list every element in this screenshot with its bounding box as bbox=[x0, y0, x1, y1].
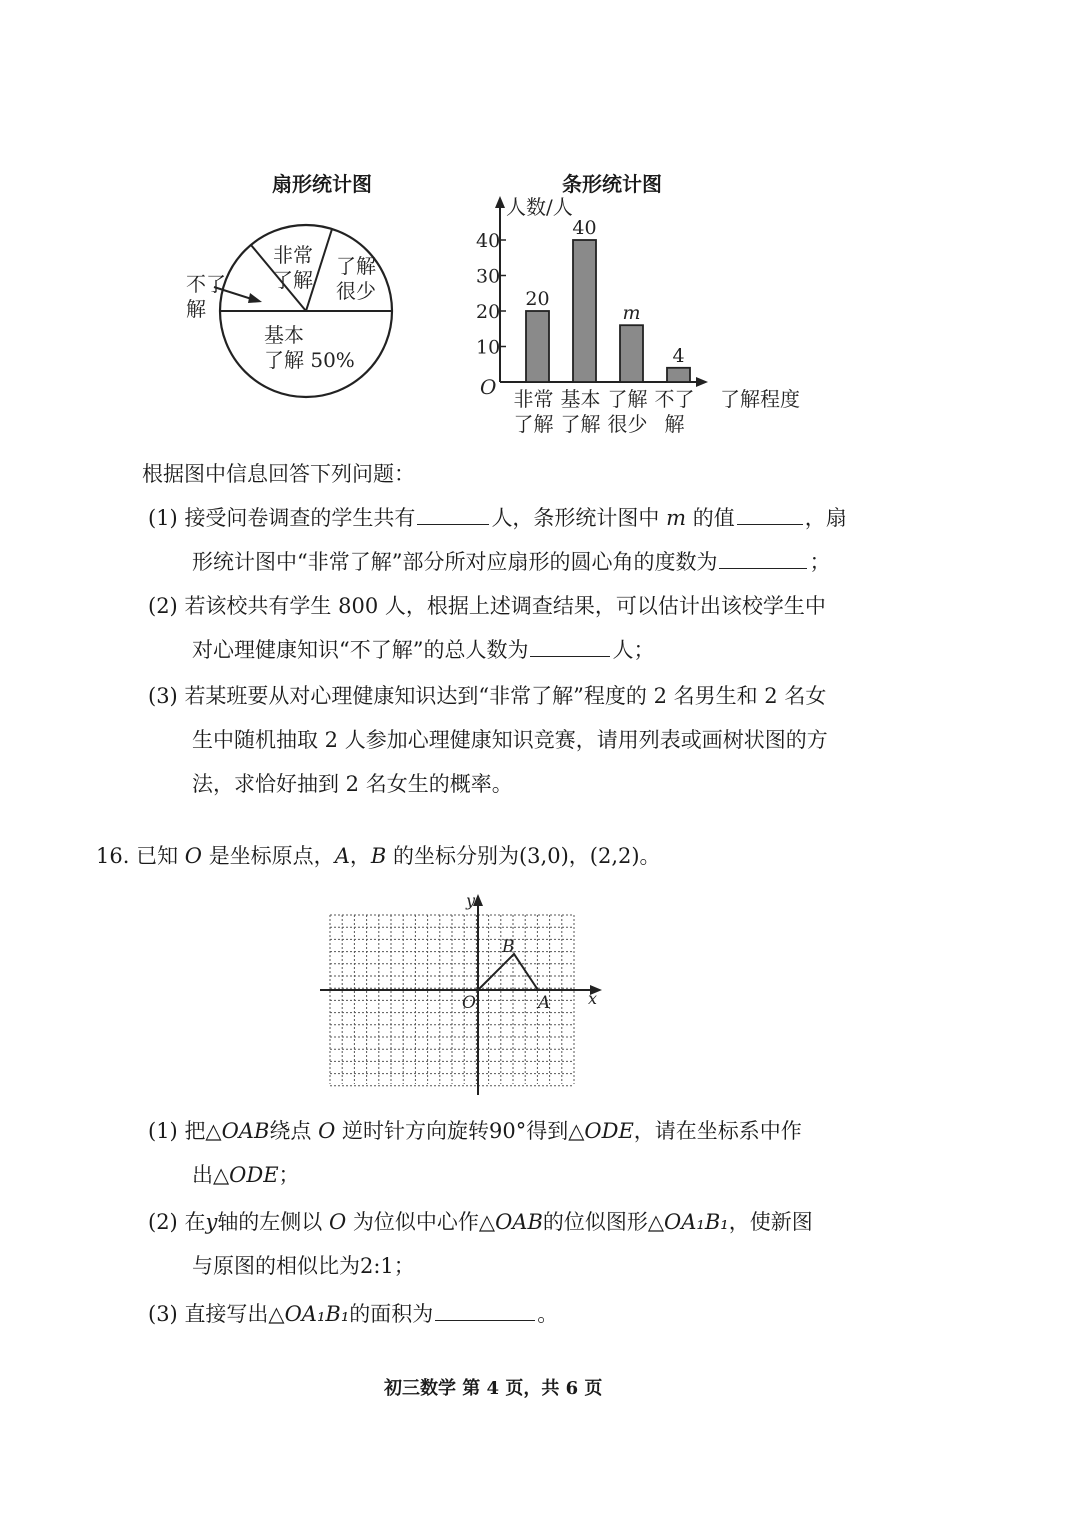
bar-value-label-1: 40 bbox=[572, 217, 597, 239]
pie-label-very-2: 了解 bbox=[273, 268, 313, 292]
q15-p2-text-b: 对心理健康知识“不了解”的总人数为 bbox=[192, 638, 529, 662]
answer-blank-area[interactable] bbox=[435, 1298, 535, 1321]
x-category-label-3-0: 不了 bbox=[654, 387, 695, 411]
triangle-OAB bbox=[478, 954, 538, 990]
bar-2 bbox=[620, 325, 643, 382]
q16-A: A bbox=[334, 844, 350, 868]
y-tick-label-10: 10 bbox=[476, 336, 501, 359]
grid-x-label: x bbox=[588, 989, 598, 1008]
grid-B-label: B bbox=[502, 937, 515, 957]
q15-p1-text-d: ，扇 bbox=[804, 506, 847, 530]
bar-chart-title: 条形统计图 bbox=[562, 172, 662, 196]
q15-p1-text-a: 接受问卷调查的学生共有 bbox=[184, 506, 416, 530]
q15-p3-line2: 生中随机抽取 2 人参加心理健康知识竞赛，请用列表或画树状图的方 bbox=[192, 728, 828, 752]
q16-p3-c: 的面积为 bbox=[349, 1302, 434, 1326]
q15-p1-text-b: 人，条形统计图中 bbox=[491, 506, 660, 530]
x-category-label-1-1: 了解 bbox=[560, 412, 601, 436]
pie-label-little-1: 了解 bbox=[336, 254, 376, 278]
q15-intro: 根据图中信息回答下列问题： bbox=[142, 462, 415, 486]
q15-p1-num: (1) bbox=[148, 506, 178, 530]
x-category-label-2-0: 了解 bbox=[607, 387, 648, 411]
q16-p3-b: OA₁B₁ bbox=[284, 1302, 350, 1326]
q16-p2-O: O bbox=[329, 1210, 347, 1234]
q15-p1-text-f: ； bbox=[809, 550, 831, 574]
q15-p1-m: m bbox=[666, 506, 687, 530]
bar-3 bbox=[667, 368, 690, 382]
answer-blank-total[interactable] bbox=[417, 502, 489, 525]
bar-value-label-0: 20 bbox=[525, 288, 550, 310]
q16-p1-d: O bbox=[318, 1119, 336, 1143]
pie-label-none-1: 不了 bbox=[186, 272, 226, 296]
x-category-label-0-0: 非常 bbox=[513, 387, 554, 411]
q16-text-b: 是坐标原点， bbox=[208, 844, 335, 868]
q16-p1-c: 绕点 bbox=[269, 1119, 312, 1143]
q16-p2-y: y bbox=[205, 1210, 218, 1234]
q16-p2-b: 轴的左侧以 bbox=[217, 1210, 323, 1234]
q16-O: O bbox=[184, 844, 202, 868]
x-category-label-0-1: 了解 bbox=[513, 412, 554, 436]
q16-p2-line2: 与原图的相似比为2:1； bbox=[192, 1254, 415, 1278]
q16-p1-line2 bbox=[192, 1159, 300, 1189]
q16-p2-d: OAB bbox=[495, 1210, 543, 1234]
x-axis-arrow bbox=[696, 377, 708, 387]
y-tick-label-40: 40 bbox=[476, 230, 501, 252]
q15-p3-line3: 法，求恰好抽到 2 名女生的概率。 bbox=[192, 772, 513, 796]
q16-p2-g: ，使新图 bbox=[728, 1210, 813, 1234]
pie-label-very-1: 非常 bbox=[273, 243, 313, 267]
q16-p1-e: 逆时针方向旋转90°得到△ bbox=[342, 1119, 585, 1143]
answer-blank-m[interactable] bbox=[737, 502, 803, 525]
bar-0 bbox=[526, 311, 549, 382]
q16-p1-line1 bbox=[148, 1115, 802, 1145]
q16-p2-num: (2) bbox=[148, 1210, 178, 1234]
x-axis-label: 了解程度 bbox=[720, 387, 800, 411]
origin-label: O bbox=[480, 375, 497, 399]
q15-p2-num: (2) bbox=[148, 594, 178, 618]
pie-label-basic-2: 了解 50% bbox=[264, 348, 355, 372]
pie-chart-title: 扇形统计图 bbox=[272, 172, 372, 196]
x-category-label-2-1: 很少 bbox=[607, 412, 648, 436]
q15-p2-text-a: 若该校共有学生 800 人，根据上述调查结果，可以估计出该校学生中 bbox=[184, 594, 826, 618]
q15-p1-line1 bbox=[148, 502, 847, 532]
q16-p3-d: 。 bbox=[537, 1302, 559, 1326]
q16-p1-b: OAB bbox=[221, 1119, 270, 1143]
answer-blank-angle[interactable] bbox=[719, 546, 807, 569]
q15-p1-line2 bbox=[192, 546, 830, 576]
q16-p1-num: (1) bbox=[148, 1119, 178, 1143]
q15-p2-text-c: 人； bbox=[612, 638, 655, 662]
q15-p1-text-e: 形统计图中“非常了解”部分所对应扇形的圆心角的度数为 bbox=[192, 550, 718, 574]
y-axis-label: 人数/人 bbox=[506, 195, 573, 219]
bar-value-label-2: m bbox=[622, 302, 641, 325]
grid-O-label: O bbox=[462, 993, 476, 1013]
q16-p2-f: OA₁B₁ bbox=[664, 1210, 729, 1234]
pie-label-little-2: 很少 bbox=[336, 279, 376, 303]
q16-p1-j: ； bbox=[278, 1163, 300, 1187]
q16-p2-line1 bbox=[148, 1206, 813, 1236]
x-category-label-3-1: 解 bbox=[664, 412, 685, 436]
bar-1 bbox=[573, 240, 596, 382]
q16-p1-f: ODE bbox=[584, 1119, 634, 1143]
y-axis-arrow bbox=[495, 196, 505, 208]
q16-p3-num: (3) bbox=[148, 1302, 178, 1326]
q15-p1-text-c: 的值 bbox=[692, 506, 735, 530]
q16-p1-h: 出△ bbox=[192, 1163, 230, 1187]
bar-value-label-3: 4 bbox=[672, 344, 685, 367]
q16-B: B bbox=[370, 844, 387, 868]
q16-p3-line1 bbox=[148, 1298, 558, 1328]
pie-chart bbox=[180, 205, 420, 415]
q15-p3-line1 bbox=[148, 680, 826, 710]
q16-p2-a: 在 bbox=[184, 1210, 206, 1234]
y-tick-label-30: 30 bbox=[476, 265, 501, 288]
pie-label-none-2: 解 bbox=[186, 297, 206, 321]
q15-p3-num: (3) bbox=[148, 684, 178, 708]
q16-comma: ， bbox=[349, 844, 371, 868]
grid-y-label: y bbox=[466, 891, 476, 910]
q16-p1-a: 把△ bbox=[184, 1119, 222, 1143]
pie-label-basic-1: 基本 bbox=[264, 323, 304, 347]
q15-p2-line1 bbox=[148, 590, 826, 620]
q16-text-a: 已知 bbox=[136, 844, 179, 868]
y-tick-label-20: 20 bbox=[476, 301, 501, 323]
q16-p1-i: ODE bbox=[229, 1163, 279, 1187]
q16-p3-a: 直接写出△ bbox=[184, 1302, 285, 1326]
x-category-label-1-0: 基本 bbox=[560, 387, 601, 411]
q16-p1-g: ，请在坐标系中作 bbox=[633, 1119, 802, 1143]
bar-chart bbox=[470, 190, 820, 440]
q16-p2-e: 的位似图形△ bbox=[542, 1210, 665, 1234]
q16-text-c: 的坐标分别为(3,0)，(2,2)。 bbox=[392, 844, 661, 868]
q16-stem bbox=[96, 840, 661, 870]
answer-blank-none-count[interactable] bbox=[530, 634, 610, 657]
q15-p2-line2 bbox=[192, 634, 654, 664]
coordinate-grid[interactable] bbox=[318, 890, 608, 1100]
q15-p3-text-a: 若某班要从对心理健康知识达到“非常了解”程度的 2 名男生和 2 名女 bbox=[184, 684, 827, 708]
page-footer: 初三数学 第 4 页，共 6 页 bbox=[384, 1378, 603, 1399]
q16-p2-c: 为位似中心作△ bbox=[352, 1210, 496, 1234]
grid-A-label: A bbox=[538, 993, 551, 1013]
q16-num: 16. bbox=[96, 844, 130, 868]
pie-arrow-head bbox=[248, 293, 262, 303]
